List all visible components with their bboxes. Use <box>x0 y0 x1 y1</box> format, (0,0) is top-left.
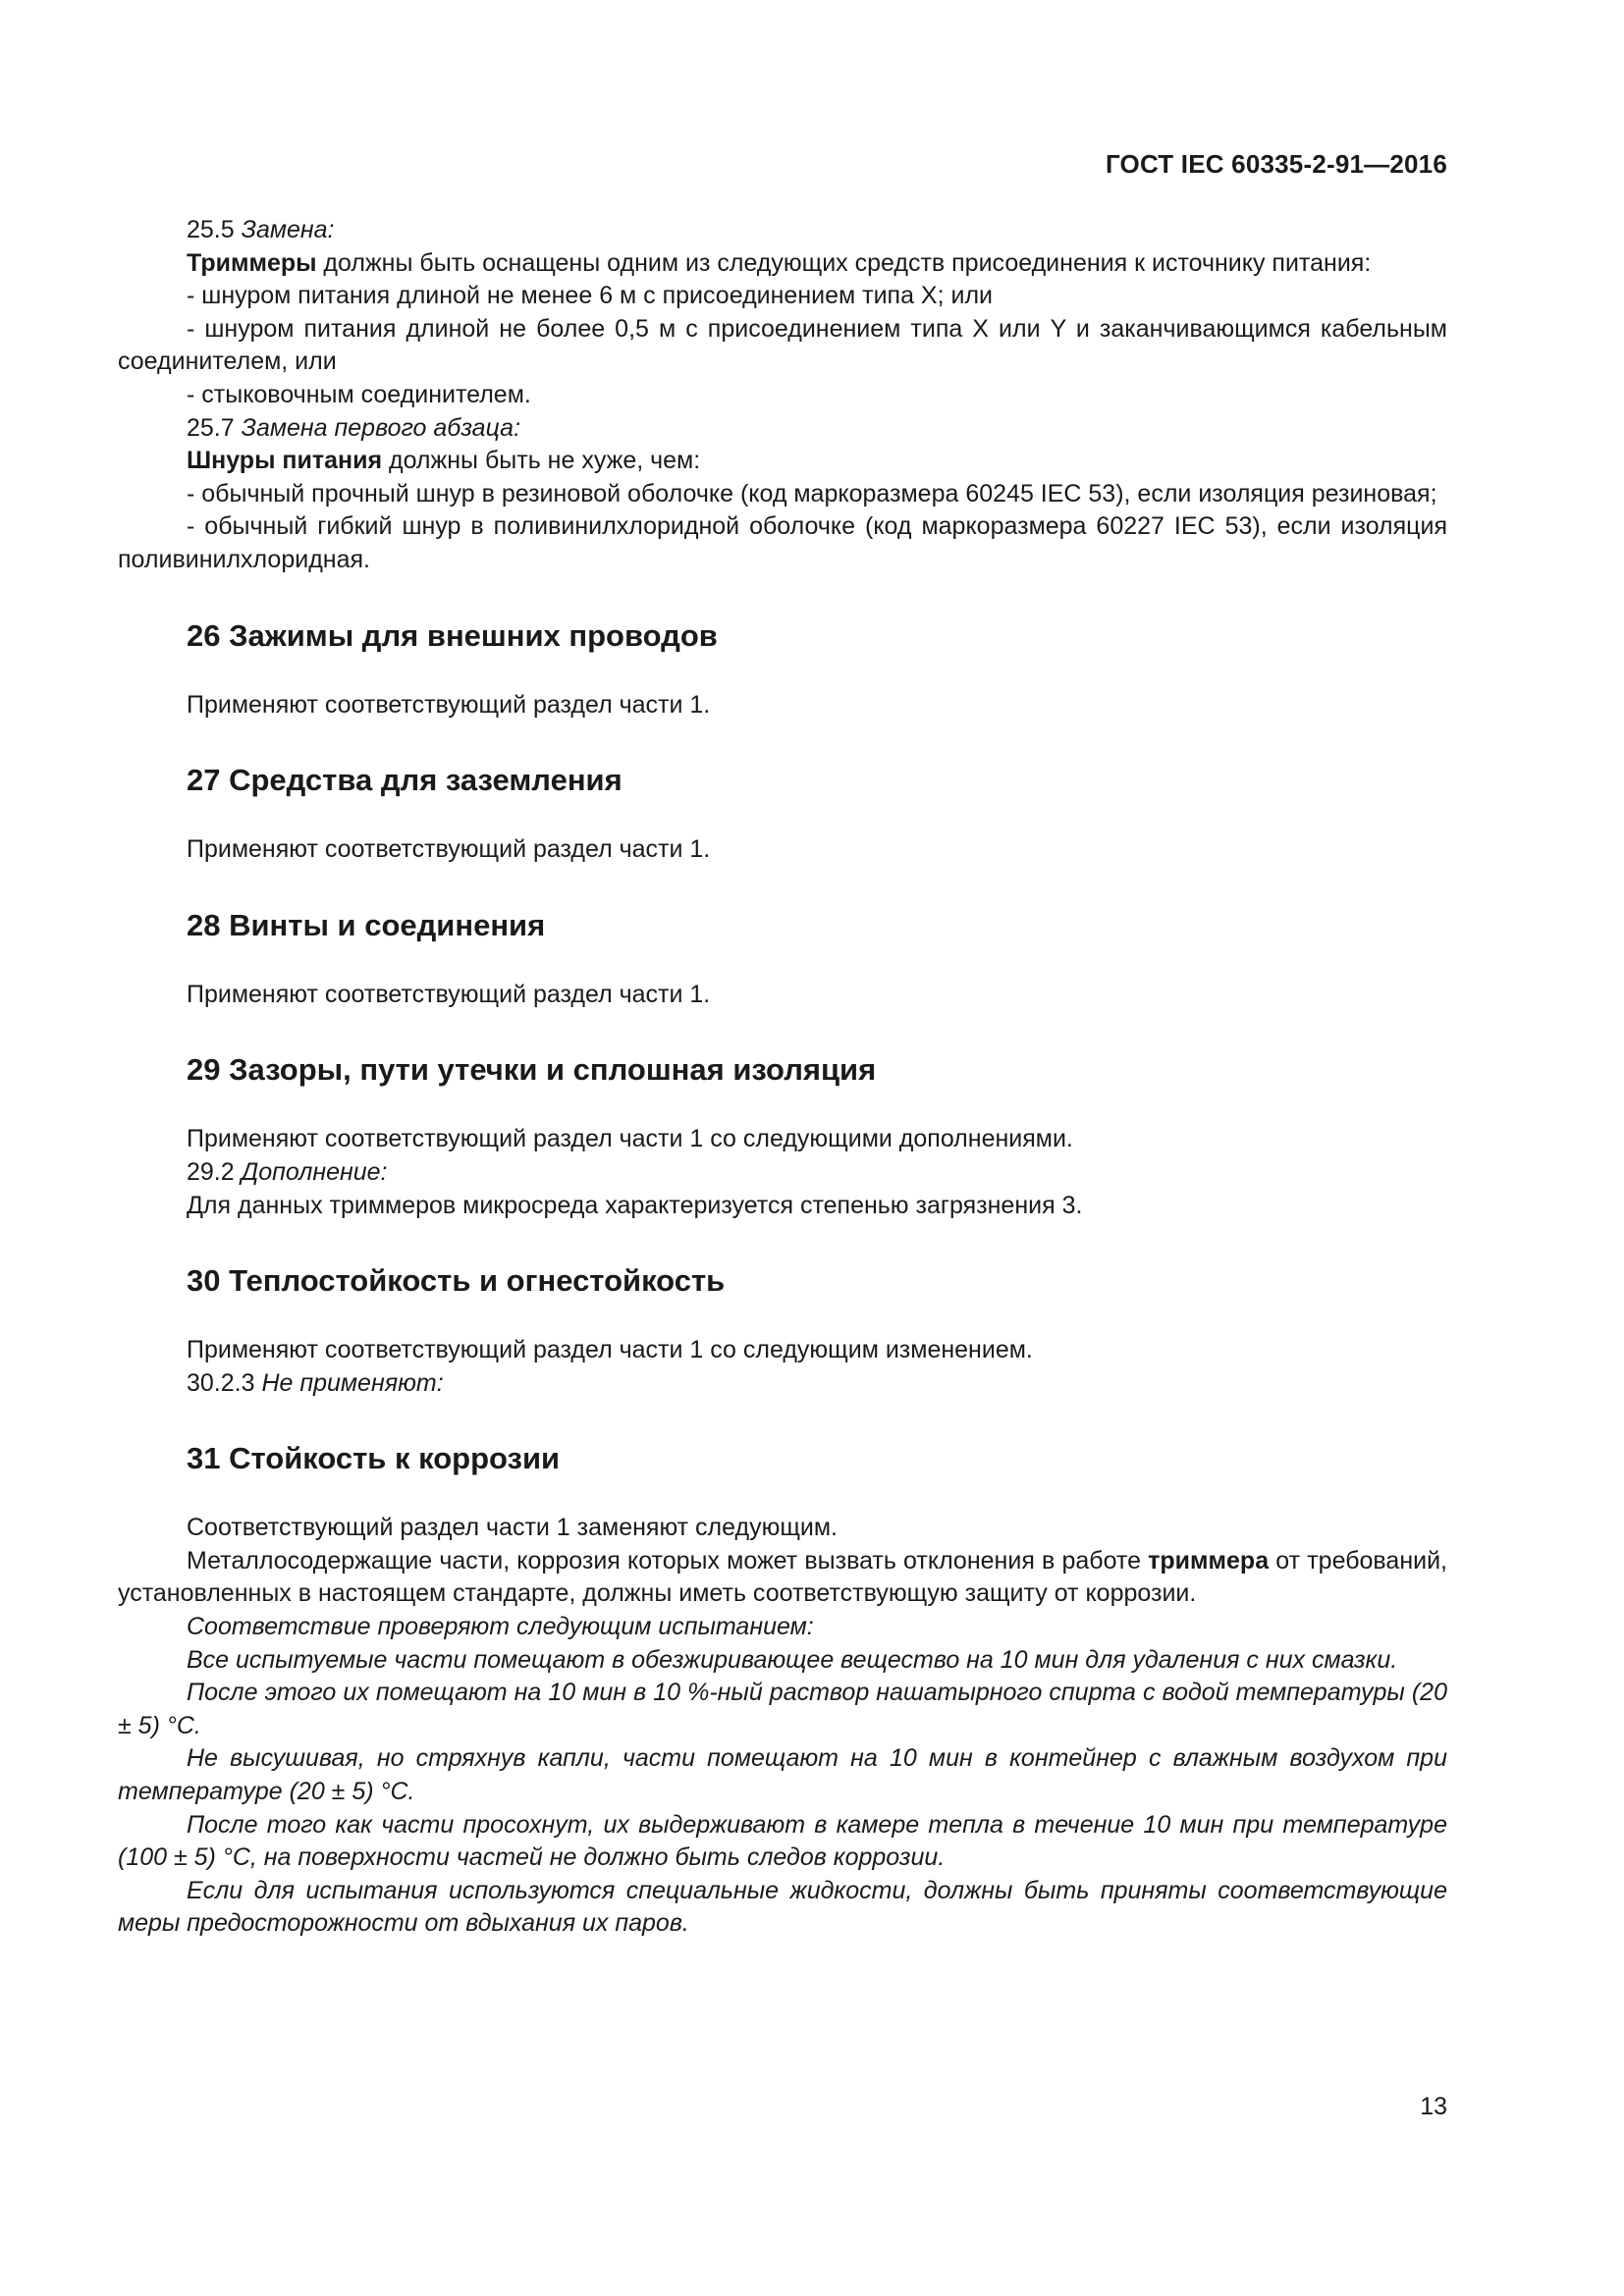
test-paragraph: После того как части просохнут, их выдерживают в камере тепла в течение 10 мин при температуре (100 ± 5) °С, на поверхности частей не должно быть следов коррозии. <box>118 1810 1447 1872</box>
list-item: - шнуром питания длиной не более 0,5 м с присоединением типа X или Y и заканчивающимся кабельным соединителем, или <box>118 314 1447 376</box>
clause-number: 30.2.3 <box>187 1368 262 1397</box>
paragraph <box>118 247 1447 281</box>
paragraph: Для данных триммеров микросреда характеризуется степенью загрязнения 3. <box>187 1191 1083 1219</box>
paragraph <box>118 1545 1447 1611</box>
test-paragraph: Если для испытания используются специальные жидкости, должны быть приняты соответствующие меры предосторожности от вдыхания их паров. <box>118 1876 1447 1938</box>
document-body <box>118 214 1447 1941</box>
paragraph-text: от требований, установленных в настоящем стандарте, должны иметь соответствующую защиту от коррозии. <box>118 1546 1448 1608</box>
list-item: - шнуром питания длиной не менее 6 м с присоединением типа X; или <box>187 282 994 310</box>
list-item: - обычный прочный шнур в резиновой оболочке (код маркоразмера 60245 IEC 53), если изоляция резиновая; <box>187 479 1437 507</box>
bold-term: Шнуры питания <box>187 447 383 475</box>
paragraph <box>118 445 1447 478</box>
paragraph-text: должны быть не хуже, чем: <box>382 447 701 475</box>
clause-number: 29.2 <box>187 1157 242 1186</box>
section-28-title: 28 Винты и соединения <box>187 907 546 942</box>
clause-number: 25.5 <box>187 216 242 243</box>
test-paragraph: После этого их помещают на 10 мин в 10 %-ный раствор нашатырного спирта с водой температуры (20 ± 5) °С. <box>118 1679 1447 1739</box>
paragraph: Применяют соответствующий раздел части 1. <box>187 690 711 719</box>
clause-25-7-heading <box>118 412 1447 446</box>
clause-heading-italic: Не применяют: <box>261 1368 444 1397</box>
clause-heading-italic: Дополнение: <box>241 1157 388 1186</box>
bold-term: Триммеры <box>187 248 317 277</box>
clause-29-2-heading <box>118 1156 1447 1190</box>
document-header: ГОСТ IEC 60335-2-91—2016 <box>1105 149 1447 179</box>
paragraph-text: Металлосодержащие части, коррозия которых может вызвать отклонения в работе <box>187 1546 1149 1575</box>
page-number: 13 <box>1420 2093 1447 2120</box>
list-item: - обычный гибкий шнур в поливинилхлоридной оболочке (код маркоразмера 60227 IEC 53), если изоляция поливинилхлоридная. <box>118 512 1447 573</box>
clause-25-5-heading <box>118 214 1447 247</box>
paragraph: Применяют соответствующий раздел части 1 со следующим изменением. <box>187 1336 1033 1364</box>
bold-term: триммера <box>1148 1546 1270 1575</box>
clause-heading-italic: Замена первого абзаца: <box>241 413 521 442</box>
test-paragraph: Не высушивая, но стряхнув капли, части помещают на 10 мин в контейнер с влажным воздухом при температуре (20 ± 5) °С. <box>118 1744 1447 1806</box>
paragraph: Применяют соответствующий раздел части 1 со следующими дополнениями. <box>187 1125 1073 1153</box>
paragraph: Применяют соответствующий раздел части 1. <box>187 980 711 1008</box>
section-26-title: 26 Зажимы для внешних проводов <box>187 617 718 653</box>
clause-heading-italic: Замена: <box>241 216 335 243</box>
list-item: - стыковочным соединителем. <box>187 380 531 408</box>
paragraph: Применяют соответствующий раздел части 1. <box>187 835 711 864</box>
paragraph-text: должны быть оснащены одним из следующих средств присоединения к источнику питания: <box>316 248 1372 277</box>
test-paragraph: Все испытуемые части помещают в обезжиривающее вещество на 10 мин для удаления с них смазки. <box>187 1645 1398 1674</box>
test-paragraph: Соответствие проверяют следующим испытанием: <box>187 1613 814 1641</box>
clause-number: 25.7 <box>187 413 242 442</box>
section-31-title: 31 Стойкость к коррозии <box>187 1441 561 1476</box>
section-30-title: 30 Теплостойкость и огнестойкость <box>187 1263 726 1299</box>
paragraph: Соответствующий раздел части 1 заменяют следующим. <box>187 1514 839 1542</box>
section-29-title: 29 Зазоры, пути утечки и сплошная изоляция <box>187 1052 877 1088</box>
section-27-title: 27 Средства для заземления <box>187 763 623 798</box>
clause-30-2-3-heading <box>118 1367 1447 1401</box>
